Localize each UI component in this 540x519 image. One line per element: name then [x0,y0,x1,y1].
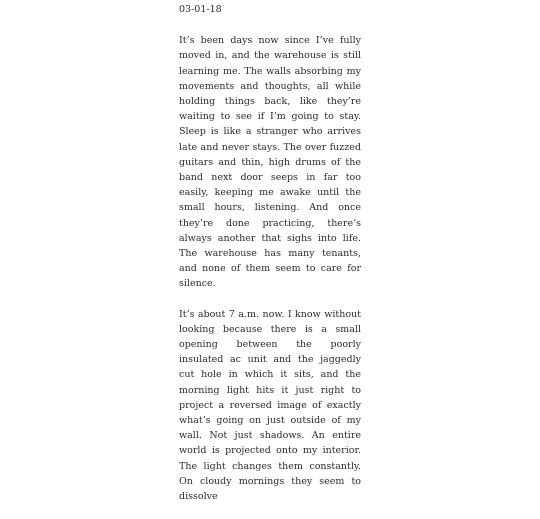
entry-paragraph: It’s been days now since I’ve fully moved in, and the warehouse is still learning me. The walls absorbing my movements and thoughts, all while holding things back, like they’re waiting to see if I’m going to stay. Sleep is like a stranger who arrives late and never stays. The over fuzzed guitars and thin, high drums of the band next door seeps in far too easily, keeping me awake until the small hours, listening. And once they’re done practicing, there’s always another that sighs into life. The warehouse has many tenants, and none of them seem to care for silence. [179,35,361,290]
entry-date: 03-01-18 [179,4,222,15]
journal-entry [179,2,361,519]
entry-paragraph: It’s about 7 a.m. now. I know without looking because there is a small opening between the poorly insulated ac unit and the jaggedly cut hole in which it sits, and the morning light hits it just right to project a reversed image of exactly what’s going on just outside of my wall. Not just shadows. An entire world is projected onto my interior. The light changes them constantly. On cloudy mornings they seem to dissolve [179,308,361,503]
